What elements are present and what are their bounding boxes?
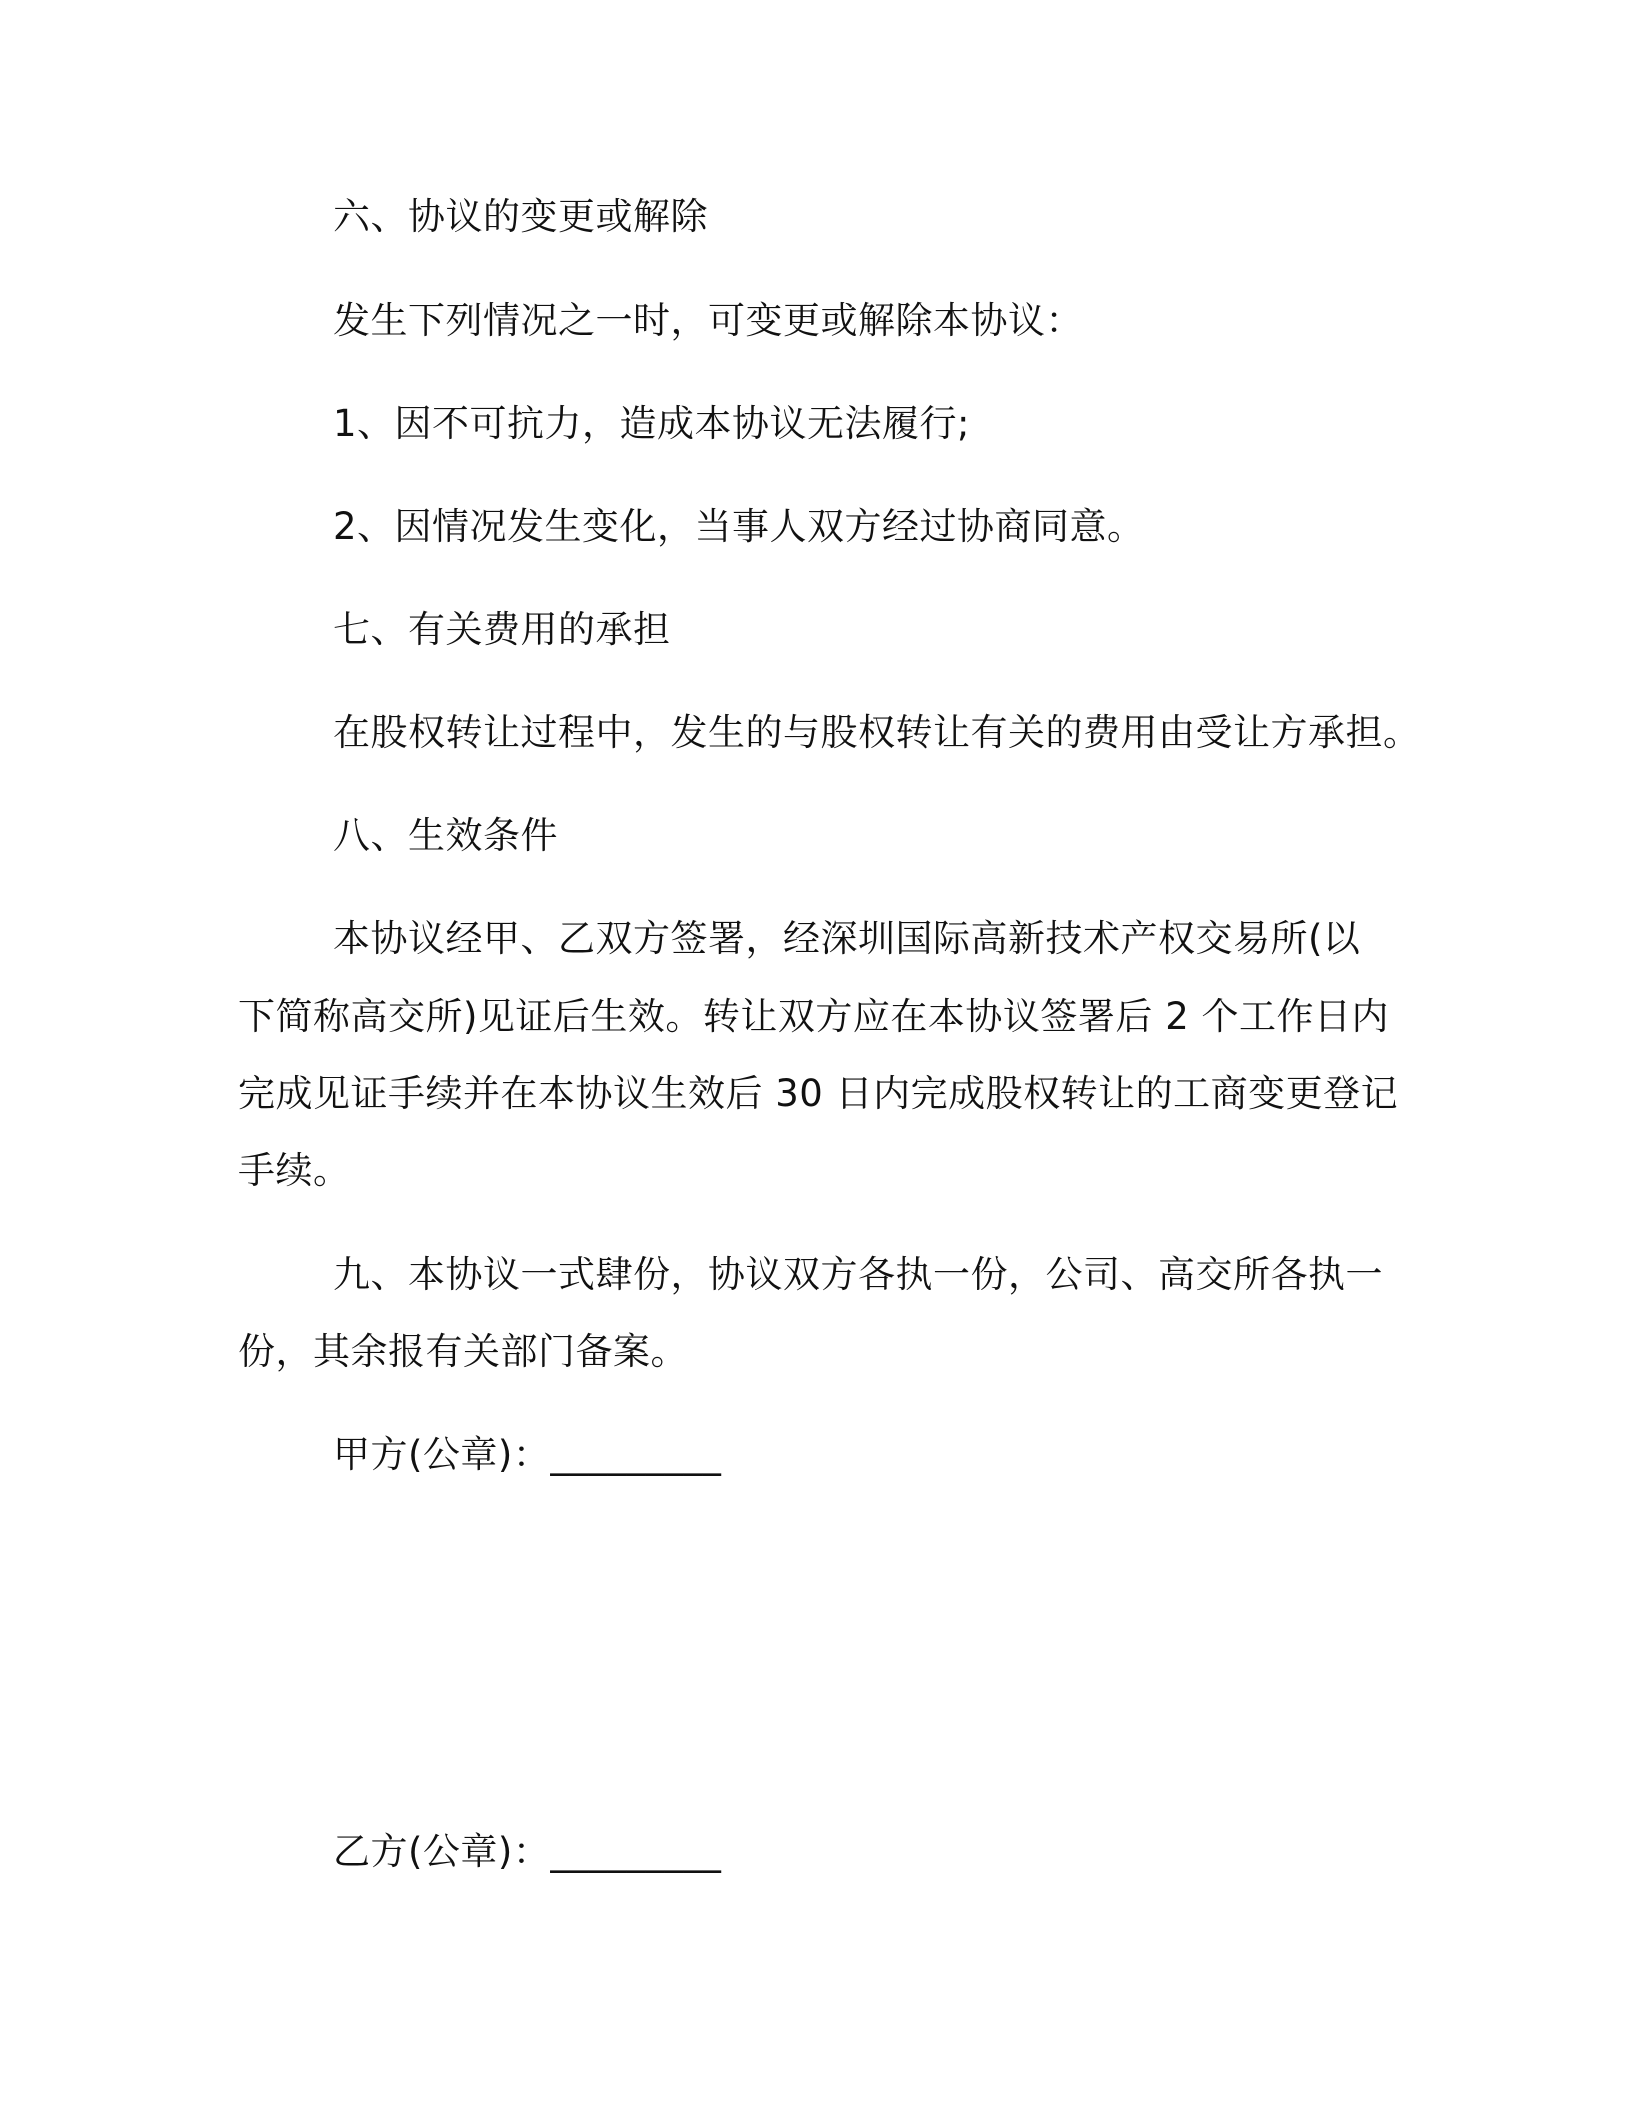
- section-6-item-2: 2、因情况发生变化，当事人双方经过协商同意。: [333, 505, 1145, 548]
- section-8-paragraph-line-1: 本协议经甲、乙双方签署，经深圳国际高新技术产权交易所(以: [333, 917, 1361, 960]
- party-a-signature-line: 甲方(公章)：_________: [333, 1433, 722, 1476]
- section-8-paragraph-line-4: 手续。: [238, 1149, 351, 1192]
- section-9-paragraph-line-2: 份，其余报有关部门备案。: [238, 1330, 688, 1373]
- section-8-heading: 八、生效条件: [333, 814, 558, 857]
- section-6-intro: 发生下列情况之一时，可变更或解除本协议：: [333, 299, 1083, 342]
- section-6-item-1: 1、因不可抗力，造成本协议无法履行;: [333, 402, 971, 445]
- section-8-paragraph-line-2: 下简称高交所)见证后生效。转让双方应在本协议签署后 2 个工作日内: [238, 995, 1389, 1038]
- section-9-paragraph-line-1: 九、本协议一式肆份，协议双方各执一份，公司、高交所各执一: [333, 1253, 1383, 1296]
- section-8-paragraph-line-3: 完成见证手续并在本协议生效后 30 日内完成股权转让的工商变更登记: [238, 1072, 1399, 1115]
- section-6-heading: 六、协议的变更或解除: [333, 195, 708, 238]
- party-b-signature-line: 乙方(公章)：_________: [333, 1830, 722, 1873]
- section-7-body: 在股权转让过程中，发生的与股权转让有关的费用由受让方承担。: [333, 711, 1421, 754]
- section-7-heading: 七、有关费用的承担: [333, 608, 671, 651]
